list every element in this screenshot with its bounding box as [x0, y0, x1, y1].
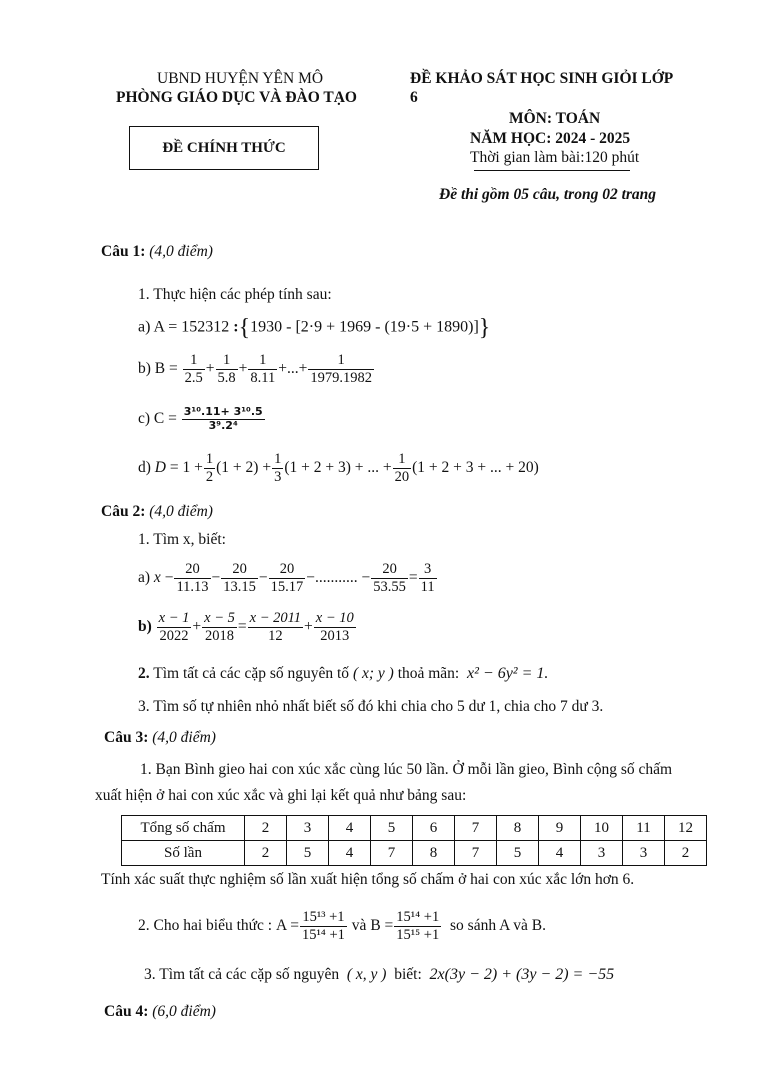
- q1-points: (4,0 điểm): [149, 243, 213, 260]
- q1-a-label: a) A = 152312: [138, 318, 230, 336]
- table-cell: 12: [665, 816, 707, 841]
- table-cell: 7: [455, 841, 497, 866]
- q3-p2-and: và: [351, 917, 367, 935]
- fraction: $\frac{1}{2}$: [205, 451, 214, 485]
- q1-heading: [101, 243, 213, 261]
- q2-p2-pair: ( x; y ): [352, 665, 394, 682]
- table-cell: 2: [245, 841, 287, 866]
- q3-title: Câu 3:: [104, 729, 149, 746]
- q3-p3-prefix: 3. Tìm tất cả các cặp số nguyên: [144, 966, 340, 983]
- table-cell: 4: [329, 816, 371, 841]
- q2-p1: 1. Tìm x, biết:: [138, 531, 226, 548]
- department-name: PHÒNG GIÁO DỤC VÀ ĐÀO TẠO: [116, 89, 357, 106]
- table-cell: 5: [287, 841, 329, 866]
- fraction: $\frac{20}{13.15}$: [223, 561, 256, 595]
- dice-table: [121, 815, 707, 866]
- table-cell: 10: [581, 816, 623, 841]
- q3-p3-equation: 2x(3y − 2) + (3y − 2) = −55: [429, 966, 615, 983]
- paren-expr: (1 + 2 + 3): [284, 459, 351, 477]
- table-cell: 4: [539, 841, 581, 866]
- fraction: $\frac{x - 5}{2018}$: [204, 610, 235, 644]
- q3-p3-mid: biết:: [394, 966, 422, 983]
- exam-title-line1: ĐỀ KHẢO SÁT HỌC SINH GIỎI LỚP: [410, 70, 674, 87]
- table-cell: 7: [455, 816, 497, 841]
- q3-p1-line1: 1. Bạn Bình gieo hai con xúc xắc cùng lúc 50 lần. Ở mỗi lần gieo, Bình cộng số chấm: [140, 761, 673, 778]
- q1-d-label: d): [138, 459, 151, 477]
- official-exam-box: ĐỀ CHÍNH THỨC: [129, 126, 319, 170]
- table-cell: 2: [245, 816, 287, 841]
- q3-p2: [138, 909, 546, 943]
- fraction: $\frac{20}{11.13}$: [176, 561, 209, 595]
- q3-p3-pair: ( x, y ): [346, 966, 387, 983]
- fraction: $\frac{\text{15¹³ +1}}{\text{15¹⁴ +1}}$: [301, 909, 345, 943]
- q3-p2-suffix: so sánh A và B.: [450, 917, 547, 935]
- table-row: [122, 841, 707, 866]
- q2-points: (4,0 điểm): [149, 503, 213, 520]
- q1-a: [138, 316, 490, 340]
- q3-p2-a: A =: [275, 917, 299, 935]
- q1-p1: 1. Thực hiện các phép tính sau:: [138, 286, 332, 303]
- q4-points: (6,0 điểm): [152, 1003, 216, 1020]
- table-cell: 4: [329, 841, 371, 866]
- q2-b-label: b): [138, 618, 152, 636]
- fraction: $\frac{\text{3¹⁰.11+ 3¹⁰.5}}{\text{3⁹.2⁴}}$: [183, 405, 263, 432]
- fraction: $\frac{1}{5.8}$: [217, 352, 236, 386]
- fraction: $\frac{x - 10}{2013}$: [315, 610, 354, 644]
- table-cell: 3: [581, 841, 623, 866]
- q2-heading: [101, 503, 213, 521]
- table-cell: Tổng số chấm: [122, 816, 245, 841]
- paren-expr: (1 + 2 + 3 + ... + 20): [412, 459, 539, 477]
- duration: Thời gian làm bài:120 phút: [470, 149, 640, 166]
- fraction: $\frac{3}{11}$: [420, 561, 435, 595]
- q1-d: d) D = 1 + $\frac{1}{2}$ (1 + 2) + $\frac{1}{3}$ (1 + 2 + 3) + ... + $\frac{1}{20}$ (1 + 2 + 3 + ... + 20): [138, 451, 539, 485]
- fraction: $\frac{\text{15¹⁴ +1}}{\text{15¹⁵ +1}}$: [396, 909, 440, 943]
- q2-p2-number: 2.: [138, 665, 150, 682]
- table-cell: Số lần: [122, 841, 245, 866]
- q2-p2: [138, 665, 548, 683]
- subject: MÔN: TOÁN: [509, 110, 601, 127]
- q2-p2-mid: thoả mãn:: [397, 665, 460, 682]
- fraction: $\frac{1}{8.11}$: [250, 352, 276, 386]
- q3-after-table: Tính xác suất thực nghiệm số lần xuất hiện tổng số chấm ở hai con xúc xắc lớn hơn 6.: [101, 871, 635, 888]
- q2-title: Câu 2:: [101, 503, 146, 520]
- fraction: $\frac{20}{15.17}$: [270, 561, 304, 595]
- table-cell: 11: [623, 816, 665, 841]
- table-cell: 7: [371, 841, 413, 866]
- table-cell: 8: [497, 816, 539, 841]
- q3-p3: [144, 966, 614, 984]
- fraction: $\frac{1}{20}$: [394, 451, 410, 485]
- q1-b-label: b) B =: [138, 360, 178, 378]
- fraction: $\frac{1}{3}$: [274, 451, 282, 485]
- q3-heading: [104, 729, 216, 747]
- q1-title: Câu 1:: [101, 243, 146, 260]
- table-cell: 5: [497, 841, 539, 866]
- q1-c: [138, 406, 266, 432]
- fraction: $\frac{x - 1}{2022}$: [158, 610, 190, 644]
- q4-title: Câu 4:: [104, 1003, 149, 1020]
- fraction: $\frac{20}{53.55}$: [373, 561, 406, 595]
- table-cell: 2: [665, 841, 707, 866]
- table-cell: 6: [413, 816, 455, 841]
- fraction: $\frac{1}{1979.1982}$: [310, 352, 372, 386]
- variable-d: D: [154, 459, 166, 477]
- q1-a-expr: 1930 - [2·9 + 1969 - (19·5 + 1890)]: [250, 318, 479, 336]
- table-cell: 9: [539, 816, 581, 841]
- q1-c-label: c) C =: [138, 410, 177, 428]
- q3-p1-line2: xuất hiện ở hai con xúc xắc và ghi lại kết quả như bảng sau:: [95, 787, 467, 804]
- table-cell: 3: [623, 841, 665, 866]
- fraction: $\frac{x - 2011}{12}$: [249, 610, 302, 644]
- dots: ...........: [315, 569, 358, 587]
- q2-p2-text: Tìm tất cả các cặp số nguyên tố: [153, 665, 350, 682]
- q1-b: b) B = $\frac{1}{2.5}$ + $\frac{1}{5.8}$ + $\frac{1}{8.11}$ +...+ $\frac{1}{1979.1982}$: [138, 352, 372, 386]
- table-row: [122, 816, 707, 841]
- brace-open: {: [238, 315, 251, 341]
- q3-p2-prefix: 2. Cho hai biểu thức :: [138, 917, 273, 935]
- q3-points: (4,0 điểm): [152, 729, 216, 746]
- pages-note: Đề thi gồm 05 câu, trong 02 trang: [439, 186, 657, 203]
- ellipsis: +...+: [278, 360, 308, 378]
- table-cell: 3: [287, 816, 329, 841]
- q2-a-label: a): [138, 569, 151, 587]
- header-underline: [474, 170, 630, 171]
- paren-expr: (1 + 2): [216, 459, 259, 477]
- q2-p2-equation: x² − 6y² = 1.: [467, 665, 549, 682]
- q3-p2-b: B =: [370, 917, 394, 935]
- exam-title-line2: 6: [410, 89, 418, 106]
- q2-p3: 3. Tìm số tự nhiên nhỏ nhất biết số đó khi chia cho 5 dư 1, chia cho 7 dư 3.: [138, 698, 604, 715]
- divide-sign: :: [233, 318, 239, 336]
- table-cell: 8: [413, 841, 455, 866]
- brace-close: }: [478, 315, 491, 341]
- fraction: $\frac{1}{2.5}$: [184, 352, 203, 386]
- q4-heading: [104, 1003, 216, 1021]
- q2-b: b) $\frac{x - 1}{2022}$ + $\frac{x - 5}{2018}$ = $\frac{x - 2011}{12}$ + $\frac{x - 10}{2013}$: [138, 610, 354, 644]
- school-authority: UBND HUYỆN YÊN MÔ: [157, 70, 324, 87]
- q2-a: a) x − $\frac{20}{11.13}$ − $\frac{20}{13.15}$ − $\frac{20}{15.17}$ − ........... − $\frac{20}{53.55}$ = $\frac{3}{11}$: [138, 561, 435, 595]
- school-year: NĂM HỌC: 2024 - 2025: [470, 130, 631, 147]
- table-cell: 5: [371, 816, 413, 841]
